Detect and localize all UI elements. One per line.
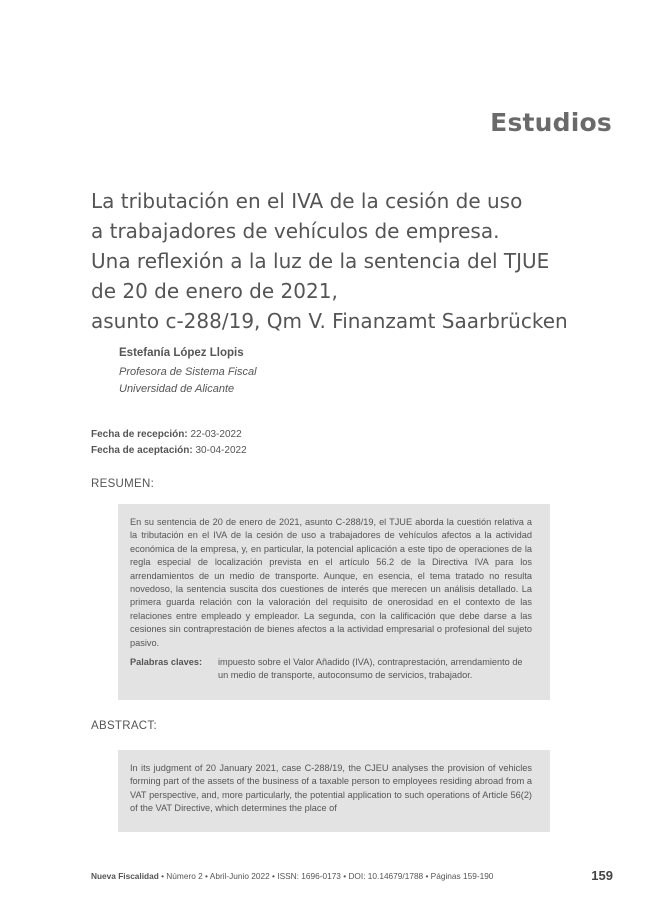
abstract-text: In its judgment of 20 January 2021, case C-288/19, the CJEU analyses the provision of vehicles forming part of the assets of the business of a taxable person to employees residing abroad from a VAT perspective, and, more particularly, the potential application to such operations of Article 56(2) of the VAT Directive, which determines the place of: [130, 763, 532, 814]
accepted-label: Fecha de aceptación:: [91, 445, 193, 456]
title-line: La tributación en el IVA de la cesión de uso: [91, 189, 523, 213]
resumen-text: En su sentencia de 20 de enero de 2021, asunto C-288/19, el TJUE aborda la cuestión relativa a la tributación en el IVA de la cesión de uso a trabajadores de vehículos afectos a la actividad económica de la empresa, y, en particular, la potencial aplicación a este tipo de operaciones de la regla especial de localización prevista en el artículo 56.2 de la Directiva IVA para los arrendamientos de un medio de transporte. Aunque, en esencia, el tema tratado no resulta novedoso, la sentencia suscita dos cuestiones de interés que merecen un análisis detallado. La primera guarda relación con la valoración del requisito de onerosidad en el contexto de las relaciones entre empleado y empleador. La segunda, con la calificación que debe darse a las cesiones sin contraprestación de bienes afectos a la actividad empresarial o profesional del sujeto pasivo.: [130, 517, 532, 648]
keywords-label: Palabras claves:: [130, 657, 203, 668]
page-number: 159: [591, 868, 613, 883]
title-line: Una reflexión a la luz de la sentencia del TJUE: [91, 249, 550, 273]
title-line: asunto c-288/19, Qm V. Finanzamt Saarbrücken: [91, 309, 568, 333]
abstract-heading: ABSTRACT:: [91, 720, 157, 732]
accepted-value: 30-04-2022: [195, 445, 247, 456]
abstract-box: [118, 750, 550, 832]
title-line: de 20 de enero de 2021,: [91, 279, 338, 303]
author-position: Profesora de Sistema Fiscal: [119, 366, 257, 378]
article-title: [91, 186, 631, 336]
page-footer: [91, 868, 613, 883]
accepted-date: [91, 443, 247, 459]
received-label: Fecha de recepción:: [91, 429, 188, 440]
keywords-row: [130, 656, 532, 683]
title-line: a trabajadores de vehículos de empresa.: [91, 219, 500, 243]
footer-citation: [91, 871, 493, 881]
author-name: Estefanía López Llopis: [119, 347, 244, 359]
keywords-text: impuesto sobre el Valor Añadido (IVA), contraprestación, arrendamiento de un medio de transporte, autoconsumo de servicios, trabajador.: [218, 657, 523, 681]
footer-journal: Nueva Fiscalidad: [91, 870, 159, 881]
resumen-box: [118, 504, 550, 700]
footer-details: • Número 2 • Abril-Junio 2022 • ISSN: 1696-0173 • DOI: 10.14679/1788 • Páginas 159-190: [158, 870, 494, 881]
author-block: [119, 347, 257, 398]
received-date: [91, 427, 247, 443]
section-label: Estudios: [490, 108, 612, 137]
received-value: 22-03-2022: [190, 429, 242, 440]
author-institution: Universidad de Alicante: [119, 383, 235, 395]
dates-block: [91, 427, 247, 459]
resumen-heading: RESUMEN:: [91, 478, 155, 490]
